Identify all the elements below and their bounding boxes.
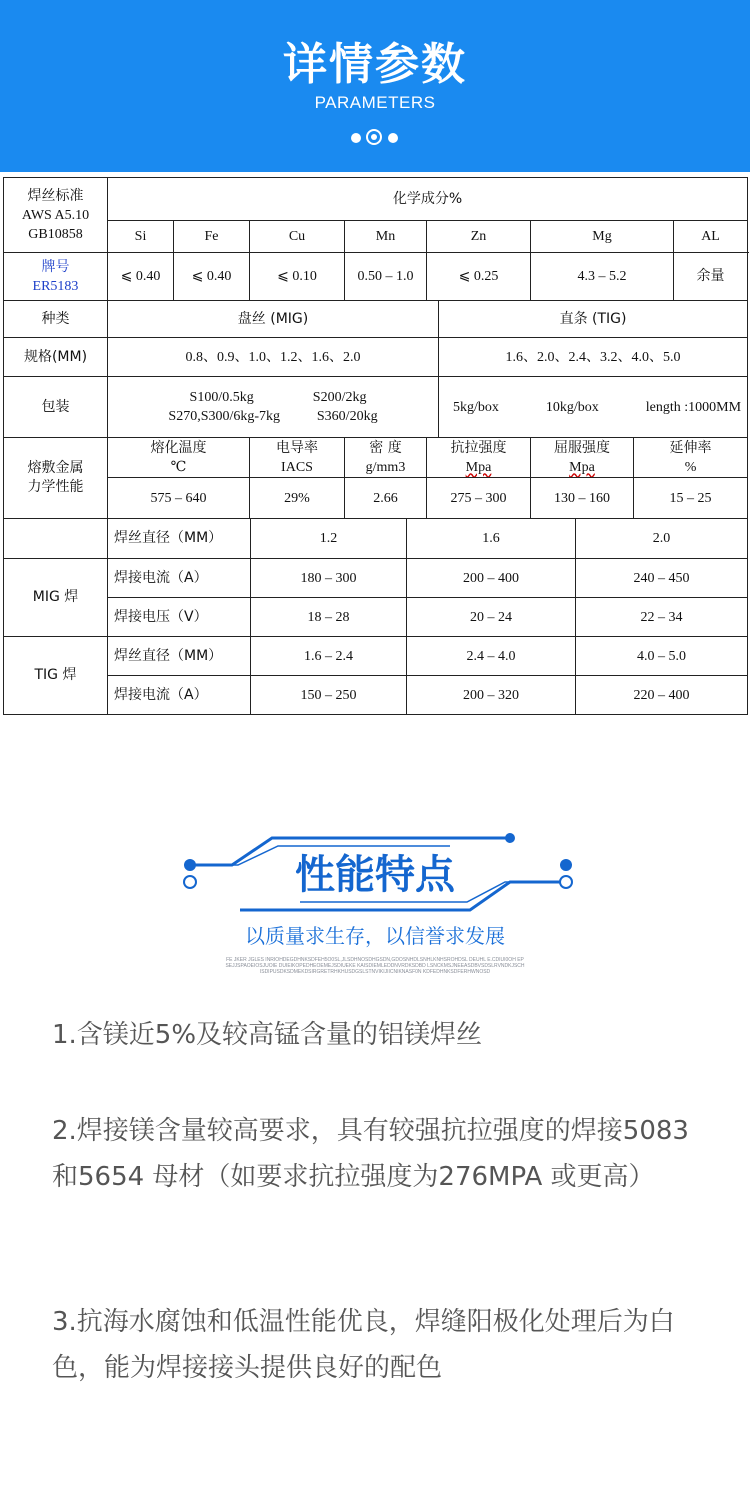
tig-label: TIG 焊	[4, 637, 108, 715]
feature-point-3: 3.抗海水腐蚀和低温性能优良，焊缝阳极化处理后为白色，能为焊接接头提供良好的配色	[52, 1307, 675, 1383]
feature-point-1: 1.含镁近5%及较高锰含量的铝镁焊丝	[52, 1020, 483, 1050]
packing-mig-cell: S100/0.5kg S200/2kg S270,S300/6kg-7kg S360/20kg	[108, 377, 439, 438]
mig-diameter-row: 焊丝直径（MM） 1.2 1.6 2.0	[4, 519, 748, 559]
composition-row: 牌号 ER5183 ⩽ 0.40 ⩽ 0.40 ⩽ 0.10 0.50 – 1.0 ⩽ 0.25 4.3 – 5.2 余量	[4, 253, 748, 301]
size-row: 规格(MM) 0.8、0.9、1.0、1.2、1.6、2.0 1.6、2.0、2.4、3.2、4.0、5.0	[4, 338, 748, 377]
features-slogan: 以质量求生存，以信誉求发展	[245, 924, 505, 948]
packing-tig-cell: 5kg/box 10kg/box length :1000MM	[439, 377, 748, 438]
tig-current-row: 焊接电流（A） 150 – 250 200 – 320 220 – 400	[4, 676, 748, 715]
dot-icon	[351, 133, 361, 143]
tig-diameter-row: TIG 焊 焊丝直径（MM） 1.6 – 2.4 2.4 – 4.0 4.0 – 5.0	[4, 637, 748, 676]
features-title: 性能特点	[295, 852, 455, 898]
decorative-microtext: FE JKER JGLES INRIOHDEGDHNKSDFEH5O0SL,JLSDHNOSDHGSDN,GDOSNHDLSNHLKNHSROHDSL DEUHL E.CDIUI0OH EPSEJJSPAOEIOSJUOIE DUIEIKOPEDHEOEMEJSDIUEKE KAISDIEMLEDDNVRDKSDBD LSNCKMSJNEEASDBVSDSLRVNDKJSCHISDIPUSDKSDMEKDSIRGRETRHKHUSDGSLSTNVIKIJIICNIKNASF0N KDFEDHNKSDFERHWNOSD	[225, 957, 525, 975]
page-subtitle: PARAMETERS	[314, 93, 436, 112]
mig-label: MIG 焊	[4, 559, 108, 637]
packing-row: 包装 S100/0.5kg S200/2kg S270,S300/6kg-7kg S360/20kg 5kg/box 10kg/box length :1000MM	[4, 377, 748, 438]
carousel-dots	[0, 128, 750, 148]
dot-icon	[388, 133, 398, 143]
page-title: 详情参数	[283, 39, 467, 90]
type-row: 种类 盘丝 (MIG) 直条 (TIG)	[4, 301, 748, 338]
chem-title: 化学成分%	[108, 178, 748, 221]
header-banner	[0, 0, 750, 172]
brand-cell: 牌号 ER5183	[4, 253, 108, 301]
mech-value-row: 575 – 640 29% 2.66 275 – 300 130 – 160 15 – 25	[4, 478, 748, 519]
parameter-table	[3, 177, 748, 519]
feature-point-2: 2.焊接镁含量较高要求，具有较强抗拉强度的焊接5083 和5654 母材（如要求抗拉强度为276MPA 或更高）	[52, 1116, 689, 1192]
standard-cell: 焊丝标准 AWS A5.10 GB10858	[4, 178, 108, 253]
element-row: Si Fe Cu Mn Zn Mg AL	[4, 221, 748, 253]
dot-active-icon	[366, 129, 382, 145]
mech-header-row: 熔敷金属 力学性能 熔化温度 ℃ 电导率 IACS 密 度 g/mm3 抗拉强度 Mpa 屈服强度 Mpa 延伸率 %	[4, 438, 748, 478]
mig-current-row: MIG 焊 焊接电流（A） 180 – 300 200 – 400 240 – 450	[4, 559, 748, 598]
welding-table	[3, 518, 748, 715]
mech-label: 熔敷金属 力学性能	[4, 438, 108, 519]
features-header	[0, 820, 750, 990]
mig-voltage-row: 焊接电压（V） 18 – 28 20 – 24 22 – 34	[4, 598, 748, 637]
